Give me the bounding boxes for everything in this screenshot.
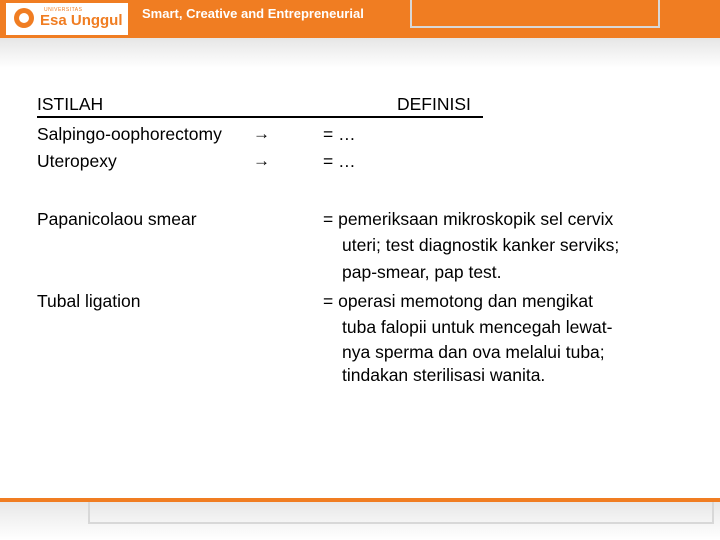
def-papanicolaou-line2: uteri; test diagnostik kanker serviks;	[342, 235, 620, 255]
def-papanicolaou-line3: pap-smear, pap test.	[342, 262, 502, 282]
header-gradient	[0, 38, 720, 68]
term-papanicolaou: Papanicolaou smear	[37, 209, 197, 229]
def-tubal-line4: tindakan sterilisasi wanita.	[342, 365, 546, 385]
def-uteropexy: = …	[323, 151, 356, 171]
logo	[6, 3, 128, 35]
def-papanicolaou-line1: = pemeriksaan mikroskopik sel cervix	[323, 209, 614, 229]
logo-text: Esa Unggul	[40, 12, 123, 29]
column-header-istilah: ISTILAH	[37, 94, 104, 114]
def-tubal-line1: = operasi memotong dan mengikat	[323, 291, 593, 311]
def-tubal-line3: nya sperma dan ova melalui tuba;	[342, 342, 605, 362]
header-bar	[0, 0, 720, 38]
tagline: Smart, Creative and Entrepreneurial	[142, 6, 364, 21]
term-uteropexy: Uteropexy	[37, 151, 117, 171]
footer-decor-box	[88, 502, 714, 524]
header-underline	[37, 116, 483, 118]
def-salpingo: = …	[323, 124, 356, 144]
column-header-definisi: DEFINISI	[397, 94, 471, 114]
arrow-icon: →	[253, 151, 270, 170]
term-tubal-ligation: Tubal ligation	[37, 291, 141, 311]
logo-small-text: UNIVERSITAS	[44, 7, 83, 13]
header-decor-box	[410, 0, 660, 28]
def-tubal-line2: tuba falopii untuk mencegah lewat-	[342, 317, 613, 337]
term-salpingo: Salpingo-oophorectomy	[37, 124, 222, 144]
logo-circle-icon	[14, 8, 34, 28]
arrow-icon: →	[253, 124, 270, 143]
